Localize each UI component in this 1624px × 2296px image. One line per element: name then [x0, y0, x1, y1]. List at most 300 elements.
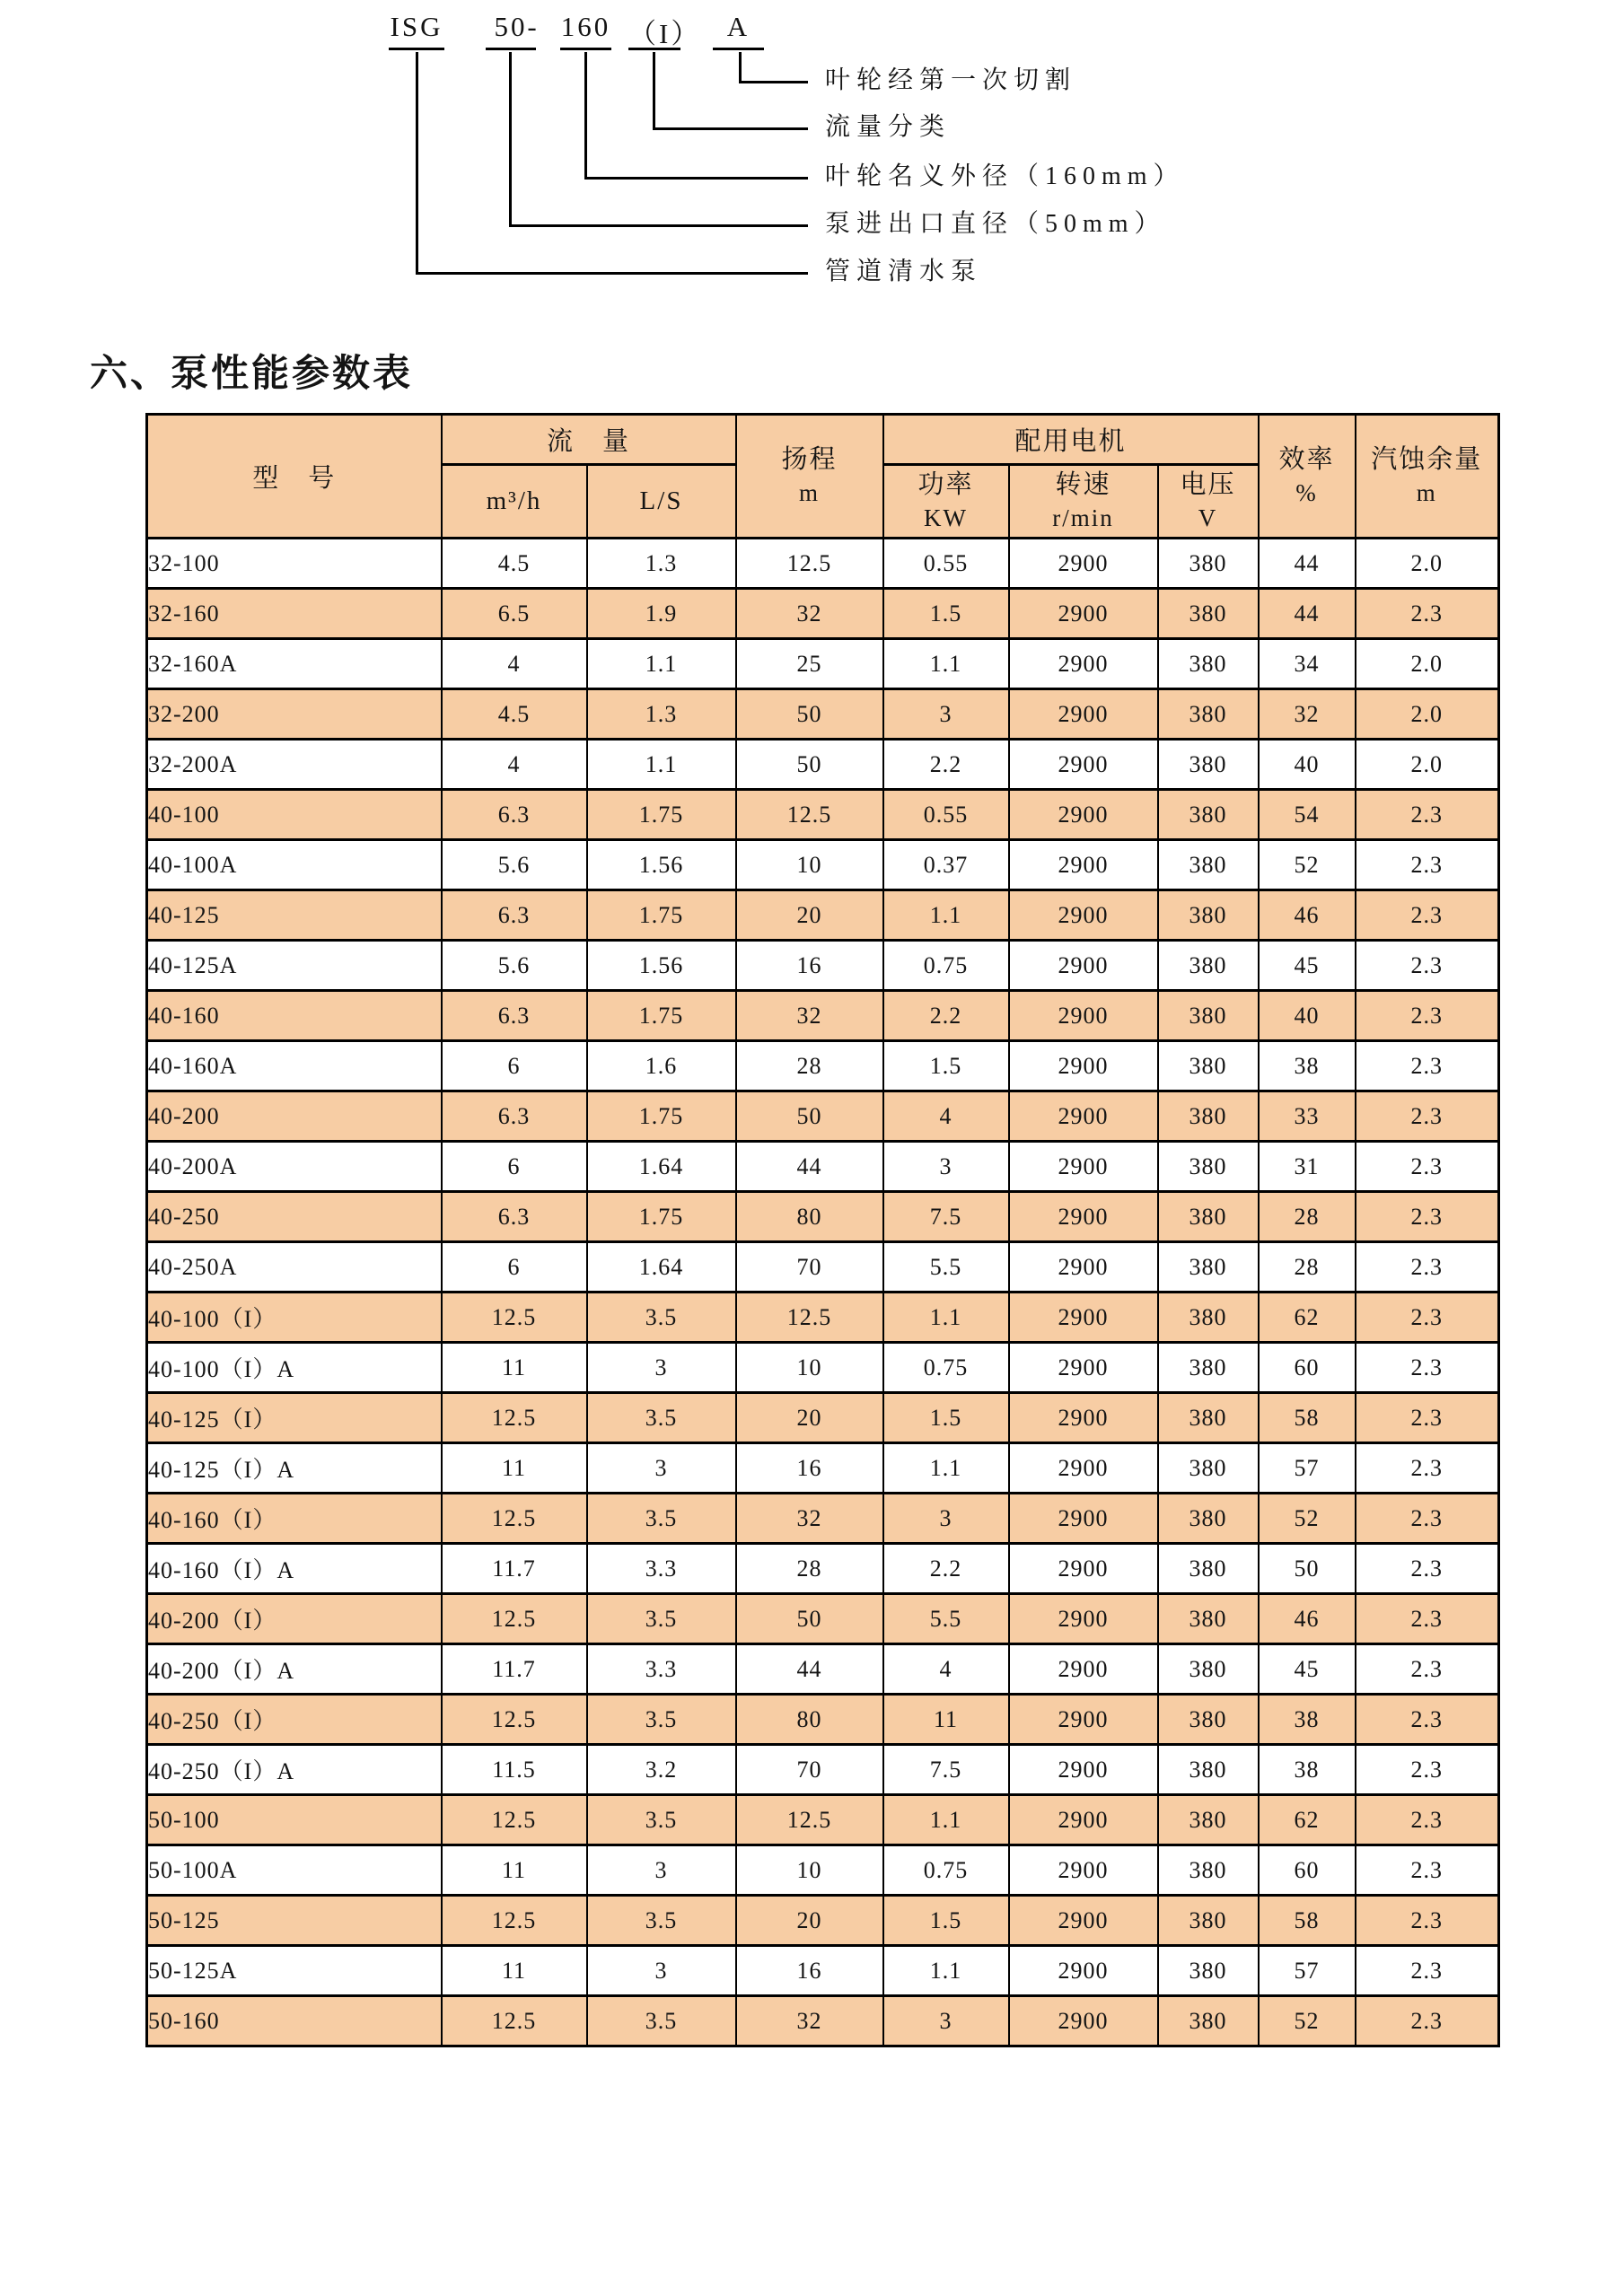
- cell-head: 28: [736, 1544, 883, 1594]
- table-row: [147, 639, 1499, 689]
- cell-npsh: 2.3: [1356, 1091, 1499, 1142]
- header-flow-ls: L/S: [587, 465, 736, 539]
- cell-voltage: 380: [1158, 790, 1259, 840]
- header-power-label: 功率: [917, 470, 974, 500]
- cell-flow-m3h: 6.3: [442, 1192, 587, 1242]
- cell-voltage: 380: [1158, 1494, 1259, 1544]
- cell-npsh: 2.3: [1356, 1745, 1499, 1795]
- diagram-label-port-diameter: 泵进出口直径（50mm）: [825, 210, 1166, 238]
- connector-line: [584, 52, 587, 180]
- cell-flow-m3h: 11: [442, 1443, 587, 1494]
- cell-head: 16: [736, 941, 883, 991]
- cell-head: 10: [736, 840, 883, 890]
- cell-efficiency: 45: [1259, 1644, 1356, 1695]
- section-title: 六、泵性能参数表: [90, 352, 414, 394]
- cell-power: 1.1: [883, 1946, 1009, 1996]
- cell-flow-ls: 1.75: [587, 991, 736, 1041]
- model-code-token-cut: A: [713, 11, 764, 50]
- header-efficiency: [1259, 415, 1356, 539]
- cell-voltage: 380: [1158, 1091, 1259, 1142]
- cell-flow-m3h: 4.5: [442, 689, 587, 740]
- cell-head: 10: [736, 1845, 883, 1896]
- cell-flow-m3h: 12.5: [442, 1393, 587, 1443]
- diagram-label-first-cut: 叶轮经第一次切割: [825, 66, 1077, 94]
- cell-flow-ls: 1.1: [587, 740, 736, 790]
- table-row: [147, 1644, 1499, 1695]
- cell-npsh: 2.3: [1356, 840, 1499, 890]
- cell-npsh: 2.3: [1356, 1594, 1499, 1644]
- cell-efficiency: 38: [1259, 1041, 1356, 1091]
- cell-voltage: 380: [1158, 639, 1259, 689]
- header-speed-unit: r/min: [1052, 504, 1114, 531]
- model-code-token-diameter: 160: [560, 11, 611, 50]
- cell-head: 32: [736, 589, 883, 639]
- cell-speed: 2900: [1009, 1142, 1158, 1192]
- table-row: [147, 740, 1499, 790]
- cell-flow-ls: 1.6: [587, 1041, 736, 1091]
- cell-flow-ls: 3.3: [587, 1544, 736, 1594]
- cell-flow-ls: 3.5: [587, 1996, 736, 2046]
- cell-head: 80: [736, 1192, 883, 1242]
- header-motor: 配用电机: [883, 415, 1259, 465]
- cell-power: 1.1: [883, 1443, 1009, 1494]
- cell-efficiency: 46: [1259, 1594, 1356, 1644]
- cell-speed: 2900: [1009, 539, 1158, 589]
- cell-flow-ls: 3.5: [587, 1393, 736, 1443]
- table-row: [147, 890, 1499, 941]
- cell-model: 50-100: [147, 1795, 442, 1845]
- cell-npsh: 2.3: [1356, 589, 1499, 639]
- cell-power: 1.5: [883, 1393, 1009, 1443]
- cell-npsh: 2.3: [1356, 1644, 1499, 1695]
- cell-speed: 2900: [1009, 991, 1158, 1041]
- cell-voltage: 380: [1158, 1896, 1259, 1946]
- header-head: [736, 415, 883, 539]
- cell-flow-ls: 1.56: [587, 941, 736, 991]
- cell-power: 1.1: [883, 890, 1009, 941]
- cell-flow-ls: 3.5: [587, 1293, 736, 1343]
- cell-head: 20: [736, 890, 883, 941]
- cell-model: 40-200: [147, 1091, 442, 1142]
- cell-head: 20: [736, 1393, 883, 1443]
- cell-head: 50: [736, 740, 883, 790]
- cell-head: 80: [736, 1695, 883, 1745]
- cell-flow-ls: 1.3: [587, 689, 736, 740]
- cell-flow-m3h: 4.5: [442, 539, 587, 589]
- cell-head: 12.5: [736, 539, 883, 589]
- cell-head: 10: [736, 1343, 883, 1393]
- table-row: [147, 1242, 1499, 1293]
- table-row: [147, 1795, 1499, 1845]
- cell-speed: 2900: [1009, 1443, 1158, 1494]
- cell-efficiency: 60: [1259, 1845, 1356, 1896]
- cell-head: 50: [736, 689, 883, 740]
- cell-speed: 2900: [1009, 1293, 1158, 1343]
- header-npsh: [1356, 415, 1499, 539]
- cell-head: 32: [736, 991, 883, 1041]
- cell-head: 16: [736, 1946, 883, 1996]
- table-row: [147, 1996, 1499, 2046]
- table-row: [147, 689, 1499, 740]
- cell-flow-ls: 3: [587, 1946, 736, 1996]
- cell-voltage: 380: [1158, 840, 1259, 890]
- model-code-diagram: [0, 0, 1624, 323]
- table-row: [147, 1393, 1499, 1443]
- table-row: [147, 1041, 1499, 1091]
- cell-npsh: 2.3: [1356, 941, 1499, 991]
- model-code-token-dash: -: [527, 11, 540, 42]
- cell-speed: 2900: [1009, 1845, 1158, 1896]
- connector-line: [509, 224, 808, 227]
- cell-voltage: 380: [1158, 1745, 1259, 1795]
- cell-power: 0.55: [883, 539, 1009, 589]
- cell-power: 1.1: [883, 639, 1009, 689]
- cell-voltage: 380: [1158, 890, 1259, 941]
- model-code-token-series: ISG: [389, 11, 444, 50]
- connector-line: [416, 272, 808, 275]
- cell-flow-m3h: 6.3: [442, 790, 587, 840]
- cell-voltage: 380: [1158, 1142, 1259, 1192]
- cell-head: 32: [736, 1996, 883, 2046]
- cell-flow-m3h: 5.6: [442, 941, 587, 991]
- cell-model: 40-125（I）: [147, 1393, 442, 1443]
- table-row: [147, 840, 1499, 890]
- header-npsh-label: 汽蚀余量: [1371, 445, 1483, 475]
- cell-flow-m3h: 6: [442, 1041, 587, 1091]
- cell-model: 40-250A: [147, 1242, 442, 1293]
- cell-npsh: 2.3: [1356, 1896, 1499, 1946]
- cell-voltage: 380: [1158, 1695, 1259, 1745]
- table-row: [147, 1745, 1499, 1795]
- table-row: [147, 1544, 1499, 1594]
- cell-efficiency: 62: [1259, 1293, 1356, 1343]
- cell-head: 50: [736, 1594, 883, 1644]
- table-row: [147, 1695, 1499, 1745]
- model-code-token-inlet: 50: [486, 11, 536, 50]
- cell-power: 1.1: [883, 1293, 1009, 1343]
- cell-efficiency: 58: [1259, 1896, 1356, 1946]
- cell-head: 70: [736, 1745, 883, 1795]
- cell-power: 1.5: [883, 589, 1009, 639]
- cell-efficiency: 58: [1259, 1393, 1356, 1443]
- cell-voltage: 380: [1158, 1946, 1259, 1996]
- table-row: [147, 1494, 1499, 1544]
- cell-voltage: 380: [1158, 1845, 1259, 1896]
- cell-flow-ls: 1.75: [587, 1091, 736, 1142]
- cell-speed: 2900: [1009, 1544, 1158, 1594]
- cell-head: 50: [736, 1091, 883, 1142]
- cell-npsh: 2.3: [1356, 1795, 1499, 1845]
- header-voltage-label: 电压: [1180, 470, 1236, 500]
- cell-flow-ls: 1.56: [587, 840, 736, 890]
- cell-speed: 2900: [1009, 1946, 1158, 1996]
- cell-model: 40-100A: [147, 840, 442, 890]
- cell-flow-m3h: 12.5: [442, 1795, 587, 1845]
- cell-npsh: 2.3: [1356, 1242, 1499, 1293]
- cell-voltage: 380: [1158, 1393, 1259, 1443]
- header-model: 型 号: [147, 415, 442, 539]
- connector-line: [739, 81, 808, 83]
- cell-efficiency: 38: [1259, 1695, 1356, 1745]
- table-row: [147, 1896, 1499, 1946]
- cell-npsh: 2.3: [1356, 1996, 1499, 2046]
- cell-voltage: 380: [1158, 1544, 1259, 1594]
- cell-npsh: 2.0: [1356, 689, 1499, 740]
- table-row: [147, 1946, 1499, 1996]
- cell-voltage: 380: [1158, 1795, 1259, 1845]
- cell-flow-m3h: 6: [442, 1142, 587, 1192]
- header-npsh-unit: m: [1416, 478, 1437, 506]
- cell-power: 11: [883, 1695, 1009, 1745]
- cell-efficiency: 46: [1259, 890, 1356, 941]
- cell-voltage: 380: [1158, 941, 1259, 991]
- cell-speed: 2900: [1009, 740, 1158, 790]
- table-row: [147, 790, 1499, 840]
- cell-model: 32-200: [147, 689, 442, 740]
- cell-head: 44: [736, 1142, 883, 1192]
- table-row: [147, 1091, 1499, 1142]
- cell-model: 40-160（I）: [147, 1494, 442, 1544]
- table-row: [147, 1443, 1499, 1494]
- cell-npsh: 2.3: [1356, 1343, 1499, 1393]
- cell-model: 50-125: [147, 1896, 442, 1946]
- cell-head: 12.5: [736, 1293, 883, 1343]
- cell-head: 16: [736, 1443, 883, 1494]
- cell-speed: 2900: [1009, 1494, 1158, 1544]
- cell-npsh: 2.0: [1356, 539, 1499, 589]
- cell-flow-ls: 3: [587, 1343, 736, 1393]
- cell-model: 40-250（I）A: [147, 1745, 442, 1795]
- cell-npsh: 2.3: [1356, 890, 1499, 941]
- cell-efficiency: 62: [1259, 1795, 1356, 1845]
- cell-power: 2.2: [883, 1544, 1009, 1594]
- cell-npsh: 2.3: [1356, 1946, 1499, 1996]
- cell-model: 40-200（I）A: [147, 1644, 442, 1695]
- header-voltage: [1158, 465, 1259, 539]
- cell-efficiency: 31: [1259, 1142, 1356, 1192]
- cell-flow-m3h: 6.3: [442, 890, 587, 941]
- cell-efficiency: 33: [1259, 1091, 1356, 1142]
- table-row: [147, 991, 1499, 1041]
- cell-flow-ls: 3.5: [587, 1494, 736, 1544]
- cell-head: 44: [736, 1644, 883, 1695]
- cell-speed: 2900: [1009, 1091, 1158, 1142]
- cell-flow-ls: 3: [587, 1845, 736, 1896]
- cell-flow-m3h: 12.5: [442, 1896, 587, 1946]
- cell-efficiency: 52: [1259, 1494, 1356, 1544]
- cell-voltage: 380: [1158, 1443, 1259, 1494]
- cell-flow-ls: 1.1: [587, 639, 736, 689]
- cell-efficiency: 44: [1259, 589, 1356, 639]
- cell-flow-ls: 1.64: [587, 1142, 736, 1192]
- cell-npsh: 2.3: [1356, 1142, 1499, 1192]
- cell-flow-m3h: 12.5: [442, 1695, 587, 1745]
- cell-head: 20: [736, 1896, 883, 1946]
- cell-power: 0.37: [883, 840, 1009, 890]
- cell-model: 40-160（I）A: [147, 1544, 442, 1594]
- cell-npsh: 2.3: [1356, 1695, 1499, 1745]
- cell-power: 3: [883, 1142, 1009, 1192]
- cell-model: 32-100: [147, 539, 442, 589]
- cell-head: 28: [736, 1041, 883, 1091]
- cell-efficiency: 54: [1259, 790, 1356, 840]
- header-power-unit: KW: [924, 504, 968, 531]
- cell-npsh: 2.3: [1356, 1192, 1499, 1242]
- diagram-label-flow-class: 流量分类: [825, 113, 952, 141]
- table-row: [147, 1192, 1499, 1242]
- cell-flow-m3h: 4: [442, 740, 587, 790]
- header-efficiency-unit: %: [1295, 478, 1318, 506]
- cell-flow-ls: 3.5: [587, 1594, 736, 1644]
- cell-flow-m3h: 12.5: [442, 1594, 587, 1644]
- cell-voltage: 380: [1158, 1242, 1259, 1293]
- cell-speed: 2900: [1009, 1393, 1158, 1443]
- cell-voltage: 380: [1158, 1192, 1259, 1242]
- cell-npsh: 2.3: [1356, 1494, 1499, 1544]
- cell-npsh: 2.3: [1356, 1443, 1499, 1494]
- header-speed: [1009, 465, 1158, 539]
- cell-flow-m3h: 11: [442, 1845, 587, 1896]
- cell-flow-m3h: 11: [442, 1343, 587, 1393]
- cell-speed: 2900: [1009, 1343, 1158, 1393]
- table-body: [147, 539, 1499, 2046]
- cell-model: 50-125A: [147, 1946, 442, 1996]
- cell-efficiency: 60: [1259, 1343, 1356, 1393]
- cell-efficiency: 28: [1259, 1192, 1356, 1242]
- cell-model: 40-125: [147, 890, 442, 941]
- header-voltage-unit: V: [1198, 504, 1218, 531]
- cell-flow-m3h: 12.5: [442, 1494, 587, 1544]
- cell-voltage: 380: [1158, 1996, 1259, 2046]
- cell-flow-ls: 3.5: [587, 1795, 736, 1845]
- cell-voltage: 380: [1158, 1594, 1259, 1644]
- cell-model: 40-160A: [147, 1041, 442, 1091]
- cell-power: 2.2: [883, 740, 1009, 790]
- cell-npsh: 2.3: [1356, 1845, 1499, 1896]
- cell-power: 4: [883, 1644, 1009, 1695]
- cell-model: 32-200A: [147, 740, 442, 790]
- cell-speed: 2900: [1009, 1996, 1158, 2046]
- cell-power: 0.75: [883, 941, 1009, 991]
- cell-speed: 2900: [1009, 840, 1158, 890]
- cell-power: 5.5: [883, 1594, 1009, 1644]
- cell-model: 40-200A: [147, 1142, 442, 1192]
- cell-flow-m3h: 4: [442, 639, 587, 689]
- cell-power: 3: [883, 1996, 1009, 2046]
- cell-speed: 2900: [1009, 790, 1158, 840]
- cell-npsh: 2.0: [1356, 639, 1499, 689]
- cell-efficiency: 52: [1259, 840, 1356, 890]
- cell-speed: 2900: [1009, 639, 1158, 689]
- cell-speed: 2900: [1009, 1795, 1158, 1845]
- cell-speed: 2900: [1009, 1041, 1158, 1091]
- table-row: [147, 1594, 1499, 1644]
- cell-flow-m3h: 6.3: [442, 991, 587, 1041]
- table-row: [147, 1142, 1499, 1192]
- cell-head: 12.5: [736, 790, 883, 840]
- cell-efficiency: 32: [1259, 689, 1356, 740]
- table-row: [147, 589, 1499, 639]
- cell-flow-m3h: 11.7: [442, 1644, 587, 1695]
- cell-flow-m3h: 6: [442, 1242, 587, 1293]
- cell-speed: 2900: [1009, 1896, 1158, 1946]
- cell-voltage: 380: [1158, 1644, 1259, 1695]
- cell-flow-m3h: 11.5: [442, 1745, 587, 1795]
- cell-model: 40-100（I）A: [147, 1343, 442, 1393]
- connector-line: [584, 177, 808, 180]
- cell-speed: 2900: [1009, 1242, 1158, 1293]
- cell-power: 1.5: [883, 1896, 1009, 1946]
- cell-speed: 2900: [1009, 1745, 1158, 1795]
- cell-speed: 2900: [1009, 1695, 1158, 1745]
- model-code-token-flowclass: （I）: [628, 11, 680, 50]
- table-row: [147, 941, 1499, 991]
- header-power: [883, 465, 1009, 539]
- cell-voltage: 380: [1158, 1293, 1259, 1343]
- cell-speed: 2900: [1009, 589, 1158, 639]
- cell-power: 7.5: [883, 1192, 1009, 1242]
- cell-flow-ls: 1.64: [587, 1242, 736, 1293]
- cell-flow-m3h: 11.7: [442, 1544, 587, 1594]
- cell-flow-m3h: 12.5: [442, 1293, 587, 1343]
- cell-power: 0.55: [883, 790, 1009, 840]
- cell-efficiency: 28: [1259, 1242, 1356, 1293]
- cell-flow-ls: 1.3: [587, 539, 736, 589]
- cell-power: 5.5: [883, 1242, 1009, 1293]
- connector-line: [509, 52, 512, 227]
- cell-head: 12.5: [736, 1795, 883, 1845]
- header-efficiency-label: 效率: [1278, 445, 1335, 475]
- cell-power: 0.75: [883, 1845, 1009, 1896]
- cell-efficiency: 57: [1259, 1946, 1356, 1996]
- cell-model: 40-160: [147, 991, 442, 1041]
- cell-model: 40-125（I）A: [147, 1443, 442, 1494]
- table-row: [147, 539, 1499, 589]
- cell-flow-ls: 3.5: [587, 1896, 736, 1946]
- connector-line: [739, 52, 742, 83]
- cell-model: 40-125A: [147, 941, 442, 991]
- cell-voltage: 380: [1158, 1041, 1259, 1091]
- connector-line: [653, 52, 655, 130]
- connector-line: [416, 52, 418, 275]
- cell-head: 25: [736, 639, 883, 689]
- cell-efficiency: 57: [1259, 1443, 1356, 1494]
- pump-performance-table: [145, 413, 1500, 2047]
- cell-efficiency: 45: [1259, 941, 1356, 991]
- cell-speed: 2900: [1009, 941, 1158, 991]
- cell-flow-ls: 3: [587, 1443, 736, 1494]
- header-flow-m3h: m³/h: [442, 465, 587, 539]
- cell-model: 40-100（I）: [147, 1293, 442, 1343]
- diagram-label-pipeline-pump: 管道清水泵: [825, 258, 983, 285]
- cell-flow-m3h: 6.3: [442, 1091, 587, 1142]
- cell-power: 7.5: [883, 1745, 1009, 1795]
- cell-flow-ls: 1.75: [587, 790, 736, 840]
- cell-voltage: 380: [1158, 991, 1259, 1041]
- table-row: [147, 1845, 1499, 1896]
- cell-voltage: 380: [1158, 539, 1259, 589]
- cell-speed: 2900: [1009, 1594, 1158, 1644]
- cell-flow-m3h: 12.5: [442, 1996, 587, 2046]
- cell-flow-m3h: 5.6: [442, 840, 587, 890]
- cell-head: 70: [736, 1242, 883, 1293]
- cell-flow-ls: 3.5: [587, 1695, 736, 1745]
- cell-efficiency: 38: [1259, 1745, 1356, 1795]
- cell-model: 32-160A: [147, 639, 442, 689]
- header-head-label: 扬程: [781, 445, 838, 475]
- cell-npsh: 2.3: [1356, 991, 1499, 1041]
- cell-model: 50-100A: [147, 1845, 442, 1896]
